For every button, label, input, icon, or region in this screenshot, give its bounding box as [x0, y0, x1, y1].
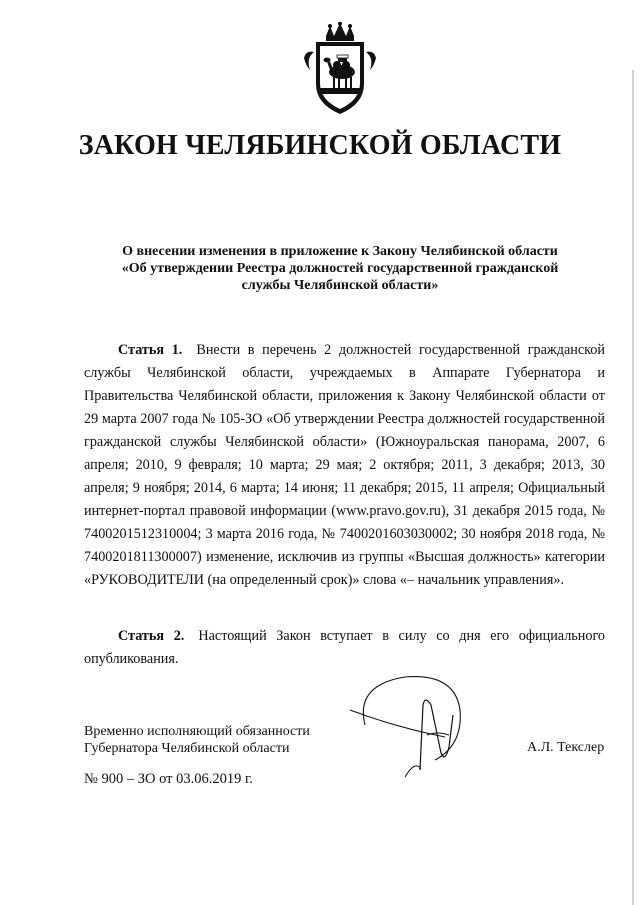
subtitle-line: О внесении изменения в приложение к Закону Челябинской области	[122, 244, 558, 259]
law-subtitle	[60, 243, 620, 294]
law-title: ЗАКОН ЧЕЛЯБИНСКОЙ ОБЛАСТИ	[78, 130, 562, 161]
article-label: Статья 1.	[118, 342, 183, 358]
subtitle-line: службы Челябинской области»	[241, 278, 439, 293]
article-text: Настоящий Закон вступает в силу со дня его официального опубликования.	[84, 628, 606, 667]
article-text: Внести в перечень 2 должностей государственной гражданской службы Челябинской области, учреждаемых в Аппарате Губернатора и Правительства Челябинской области, приложения к Закону Челябинской области от 29 марта 2007 года № 105-ЗО «Об утверждении Реестра должностей государственной гражданской службы Челябинской области» (Южноуральская панорама, 2007, 6 апреля; 2010, 9 февраля; 10 марта; 29 мая; 2 октября; 2011, 3 декабря; 2013, 30 апреля; 9 ноября; 2014, 6 марта; 14 июня; 11 декабря; 2015, 11 апреля; Официальный интернет-портал правовой информации (www.pravo.gov.ru), 31 декабря 2015 года, № 7400201512310004; 3 марта 2016 года, № 7400201603030002; 30 ноября 2018 года, № 7400201811300007) изменение, исключив из группы «Высшая должность» категории «РУКОВОДИТЕЛИ (на определенный срок)» слова «– начальник управления».	[84, 342, 605, 588]
signatory-position-line: Временно исполняющий обязанности	[84, 724, 310, 739]
handwritten-signature	[345, 665, 470, 780]
article-label: Статья 2.	[118, 628, 185, 644]
law-number-date: № 900 – ЗО от 03.06.2019 г.	[84, 771, 253, 787]
signatory-name: А.Л. Текслер	[527, 740, 605, 755]
signatory-position	[84, 723, 310, 757]
article-1	[84, 339, 605, 592]
signatory-position-line: Губернатора Челябинской области	[84, 741, 290, 756]
scan-edge-divider	[632, 70, 634, 905]
subtitle-line: «Об утверждении Реестра должностей государственной гражданской	[121, 261, 559, 276]
coat-of-arms-emblem	[300, 22, 380, 118]
